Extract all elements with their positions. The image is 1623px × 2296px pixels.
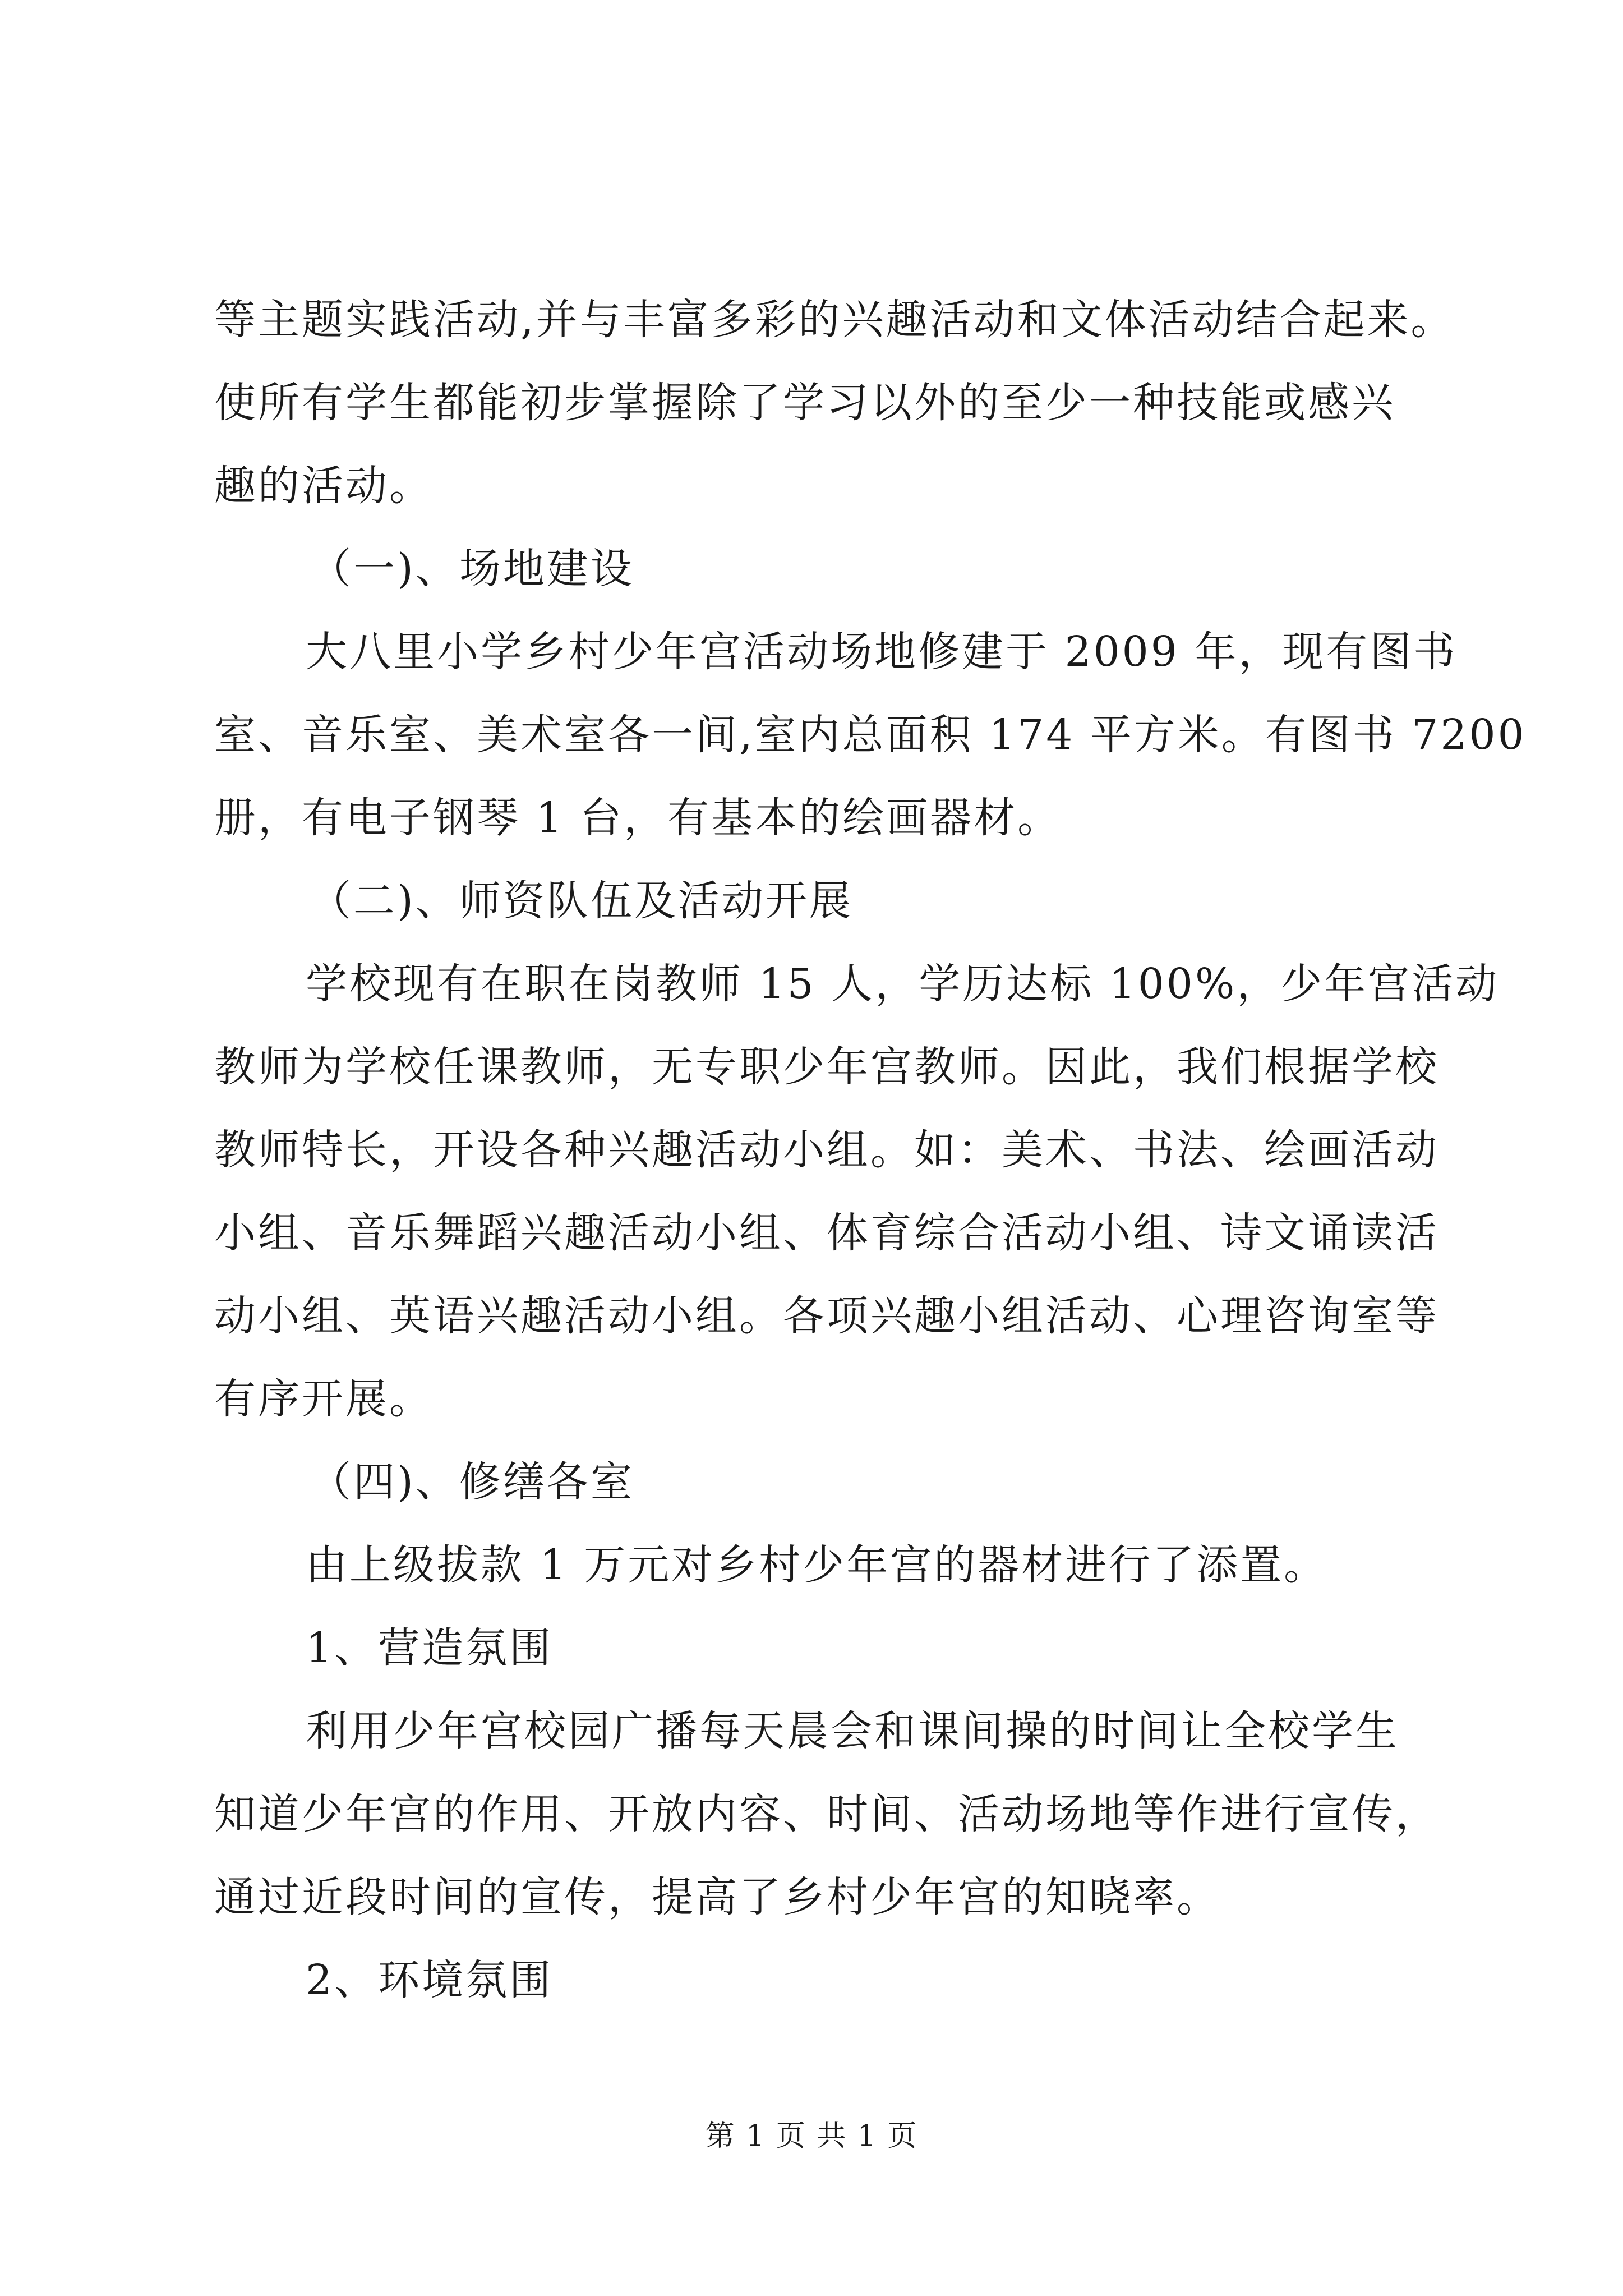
paragraph-line: 知道少年宫的作用、开放内容、时间、活动场地等作进行宣传， [214, 1790, 1439, 1838]
paragraph-line: 教师为学校任课教师，无专职少年宫教师。因此，我们根据学校 [214, 1043, 1439, 1091]
subsection-heading: 2、环境氛围 [306, 1956, 554, 2004]
paragraph-line: 册，有电子钢琴 1 台，有基本的绘画器材。 [214, 794, 1062, 842]
paragraph-line: 学校现有在职在岗教师 15 人，学历达标 100%，少年宫活动 [306, 960, 1500, 1008]
paragraph-line: 有序开展。 [214, 1375, 433, 1423]
paragraph-line: 利用少年宫校园广播每天晨会和课间操的时间让全校学生 [306, 1707, 1399, 1755]
paragraph-line: 等主题实践活动,并与丰富多彩的兴趣活动和文体活动结合起来。 [214, 296, 1455, 344]
paragraph-line: 由上级拔款 1 万元对乡村少年宫的器材进行了添置。 [306, 1541, 1328, 1589]
paragraph-line: 动小组、英语兴趣活动小组。各项兴趣小组活动、心理咨询室等 [214, 1292, 1439, 1340]
section-heading: （二)、师资队伍及活动开展 [310, 877, 853, 925]
page-footer: 第 1 页 共 1 页 [705, 2119, 918, 2153]
paragraph-line: 使所有学生都能初步掌握除了学习以外的至少一种技能或感兴 [214, 379, 1395, 427]
paragraph-line: 通过近段时间的宣传，提高了乡村少年宫的知晓率。 [214, 1873, 1220, 1921]
subsection-heading: 1、营造氛围 [306, 1624, 554, 1672]
paragraph-line: 大八里小学乡村少年宫活动场地修建于 2009 年，现有图书 [306, 628, 1458, 676]
section-heading: （一)、场地建设 [310, 545, 634, 593]
paragraph-line: 趣的活动。 [214, 462, 433, 510]
paragraph-line: 小组、音乐舞蹈兴趣活动小组、体育综合活动小组、诗文诵读活 [214, 1209, 1439, 1257]
section-heading: （四)、修缮各室 [310, 1458, 634, 1506]
paragraph-line: 教师特长，开设各种兴趣活动小组。如：美术、书法、绘画活动 [214, 1126, 1439, 1174]
paragraph-line: 室、音乐室、美术室各一间,室内总面积 174 平方米。有图书 7200 [214, 711, 1527, 759]
